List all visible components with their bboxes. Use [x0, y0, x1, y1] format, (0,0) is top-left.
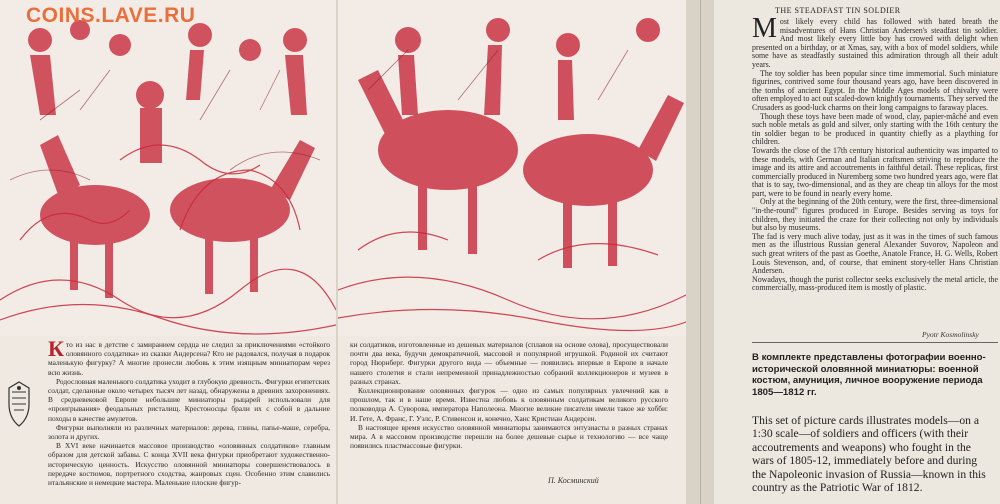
- english-caption: This set of picture cards illustrates models—on a 1:30 scale—of soldiers and officers (with their accoutrements and weapons) who fought in the wars of 1805-12, immediately before and during the Napoleonic invasion of Russia—known in this country as the Patriotic War of 1812.: [752, 414, 986, 495]
- signature-ru: П. Косминский: [548, 476, 599, 485]
- middle-panel: [338, 0, 686, 504]
- cavalry-illustration-left: [0, 0, 336, 336]
- paragraph: Towards the close of the 17th century historical authenticity was imparted to these models, with German and Italian craftsmen striving to reproduce the image and its attire and accoutrements in faithful detail. These replicas, first commercially produced in Nuremberg some two hundred years ago, were flat that is to say, two-dimensional, and as they are cheap tin alloys for the most part, were to be found in nearly every home.: [752, 145, 998, 198]
- paragraph: В настоящее время искусство оловянной миниатюры занимаются энтузиасты в разных странах мира. А в массовом производстве перешли на более дешевые сырье и технологию — все чаще появились пластмассовые фигурки.: [350, 422, 668, 451]
- signature-en: Pyotr Kosmolinsky: [922, 330, 979, 339]
- russian-text-column-2: [350, 340, 668, 450]
- paragraph: Родословная маленького солдатика уходит в глубокую древность. Фигурки египетских солдат, сделанные около четырех тысяч лет назад, обнаружены в древних захоронениях. В средневековой Европе небольшие миниатюры рыцарей использовали для «проигрывания» феодальных ристалищ. Крестоносцы брали их с собой в дальние походы в качестве амулетов.: [48, 376, 330, 423]
- english-text: [752, 13, 998, 293]
- paragraph: Though these toys have been made of wood, clay, papier-mâché and even such noble metals as gold and silver, only starting with the 16th century the tin soldier began to be produced in quantity chiefly as a plaything for children.: [752, 111, 998, 147]
- paragraph: Фигурки выполняли из различных материалов: дерева, глины, папье-маше, серебра, золота и других.: [48, 422, 330, 442]
- dropcap: К: [48, 336, 64, 361]
- russian-caption: В комплекте представлены фотографии военно-исторической оловянной миниатюры: военной костюм, амуниция, личное вооружение периода 1805—1812 гг.: [752, 352, 986, 398]
- paragraph: ки солдатиков, изготовленные из дешевых материалов (сплавов на основе олова), просуществовали почти два века, будучи демократичной, массовой и популярной игрушкой. Родиной их считают город Нюрнберг. Фигурки другого вида — объемные — появились впервые в Европе в начале нашего столетия и стали непременной принадлежностью собраний коллекционеров и музеев в разных странах.: [350, 340, 668, 386]
- page-title: THE STEADFAST TIN SOLDIER: [775, 6, 901, 15]
- dropcap: M: [752, 13, 777, 44]
- paragraph: ost likely every child has followed with bated breath the misadventures of Hans Christian Andersen's steadfast tin soldier. And most likely every little boy has crowed with delight when presented on a birthday, or at Xmas, say, with a box of model soldiers, while some have as steadfastly sustained this admiration through all their adult years.: [752, 17, 998, 69]
- paragraph: то из нас в детстве с замиранием сердца не следил за приключениями «стойкого оловянного солдатика» из сказки Андерсена? Кто не радовался, получая в подарок маленькую фигурку? А многие пронесли любовь к этим изящным миниатюрам через всю жизнь.: [48, 340, 330, 377]
- paragraph: Nowadays, though the purist collector seeks exclusively the metal article, the commercially, mass-produced item is mostly of plastic.: [752, 274, 998, 293]
- left-panel: [0, 0, 336, 504]
- divider: [752, 342, 998, 343]
- paragraph: Коллекционирование оловянных фигурок — одно из самых популярных увлечений как в прошлом, так и в наше время. Известна любовь к оловянным солдатикам великого русского полководца А. Суворова, императора Наполеона. Многие великие писатели имели такое же хобби: И. Гете, А. Франс, Г. Уэлс, Р. Стивенсон и, конечно, Ханс Кристиан Андерсен.: [350, 386, 668, 423]
- coat-of-arms-emblem: [4, 380, 34, 428]
- russian-text-column-1: [48, 336, 330, 488]
- paragraph: The toy soldier has been popular since time immemorial. Such miniature figurines, contrived some four thousand years ago, have been discovered in the tombs of ancient Egypt. In the Middle Ages models of chivalry were often employed to act out scaled-down knightly tournaments. They served the Crusaders as good-luck charms on their long campaigns to faraway places.: [752, 68, 998, 112]
- fold-line: [700, 0, 701, 504]
- paragraph: Only at the beginning of the 20th century, were the first, three-dimensional "in-the-round" figures produced in Europe. Besides serving as toys for children, they initiated the craze for their collecting not only by individuals but also by museums.: [752, 197, 998, 233]
- cavalry-illustration-right: [338, 0, 686, 336]
- paragraph: В XVI веке начинается массовое производство «оловянных солдатиков» главным образом для детской забавы. С конца XVII века фигурки приобретают художественно-историческую ценность. Искусство оловянной миниатюры совершенствовалось в передаче костюмов, портретного сходства, жанровых сцен. Особенно этим славились итальянские и немецкие мастера. Маленькие плоские фигур-: [48, 441, 330, 488]
- paragraph: The fad is very much alive today, just as it was in the times of such famous men as the illustrious Russian general Alexander Suvorov, Napoleon and such great writers of the past as Goethe, Anatole France, H. G. Wells, Robert Louis Stevenson, and, of course, that eminent story-teller Hans Christian Andersen.: [752, 231, 998, 276]
- watermark: COINS.LAVE.RU: [26, 4, 196, 27]
